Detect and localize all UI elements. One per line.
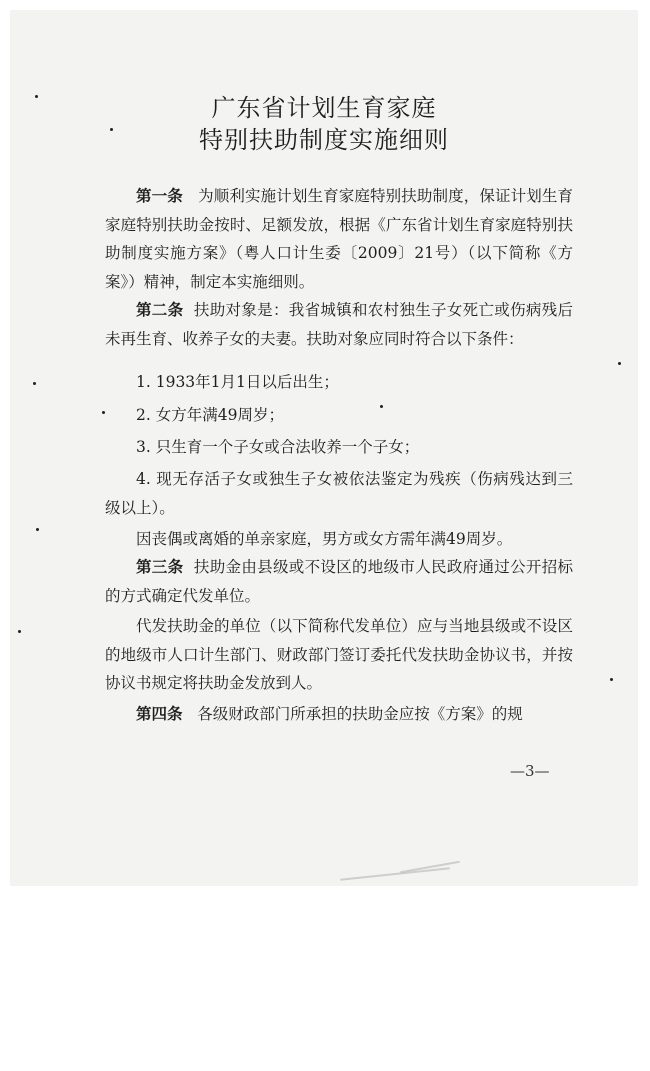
scan-speck bbox=[18, 630, 21, 633]
paragraph-article-2 bbox=[105, 296, 573, 353]
scan-speck bbox=[110, 128, 113, 131]
article-label: 第一条 bbox=[136, 186, 183, 205]
scan-speck bbox=[618, 362, 621, 365]
paragraph-text: 各级财政部门所承担的扶助金应按《方案》的规 bbox=[197, 705, 523, 723]
condition-item-4: 4. 现无存活子女或独生子女被依法鉴定为残疾（伤病残达到三级以上）。 bbox=[105, 470, 573, 517]
scan-speck bbox=[610, 678, 613, 681]
paragraph-article-4 bbox=[105, 700, 573, 729]
scan-smudge bbox=[400, 861, 459, 873]
article-label: 第四条 bbox=[136, 704, 183, 723]
scan-speck bbox=[33, 382, 36, 385]
scan-smudge bbox=[340, 867, 450, 880]
document-title-line-2: 特别扶助制度实施细则 bbox=[199, 126, 449, 154]
page-number: —3— bbox=[510, 762, 550, 780]
scanned-page bbox=[10, 10, 638, 886]
paragraph-text: 为顺利实施计划生育家庭特别扶助制度，保证计划生育家庭特别扶助金按时、足额发放，根据《广东省计划生育家庭特别扶助制度实施方案》（粤人口计生委〔2009〕21号）（以下简称《方案》）精神，制定本实施细则。 bbox=[105, 187, 573, 291]
scan-speck bbox=[380, 405, 383, 408]
single-parent-paragraph: 因丧偶或离婚的单亲家庭，男方或女方需年满49周岁。 bbox=[136, 530, 513, 548]
article-label: 第三条 bbox=[136, 557, 184, 576]
paragraph-article-3 bbox=[105, 553, 573, 610]
condition-item-3: 3. 只生育一个子女或合法收养一个子女； bbox=[136, 438, 420, 456]
document-title-line-1: 广东省计划生育家庭 bbox=[211, 94, 437, 122]
agency-paragraph: 代发扶助金的单位（以下简称代发单位）应与当地县级或不设区的地级市人口计生部门、财政部门签订委托代发扶助金协议书，并按协议书规定将扶助金发放到人。 bbox=[105, 617, 573, 692]
scan-speck bbox=[102, 411, 105, 414]
paragraph-article-1 bbox=[105, 182, 573, 296]
condition-item-2: 2. 女方年满49周岁； bbox=[136, 406, 284, 424]
scan-speck bbox=[36, 528, 39, 531]
paragraph-text: 扶助对象是：我省城镇和农村独生子女死亡或伤病残后未再生育、收养子女的夫妻。扶助对象应同时符合以下条件： bbox=[105, 301, 573, 348]
scan-speck bbox=[35, 95, 38, 98]
condition-item-1: 1. 1933年1月1日以后出生； bbox=[136, 373, 339, 391]
paragraph-text: 扶助金由县级或不设区的地级市人民政府通过公开招标的方式确定代发单位。 bbox=[105, 558, 573, 605]
article-label: 第二条 bbox=[136, 300, 184, 319]
